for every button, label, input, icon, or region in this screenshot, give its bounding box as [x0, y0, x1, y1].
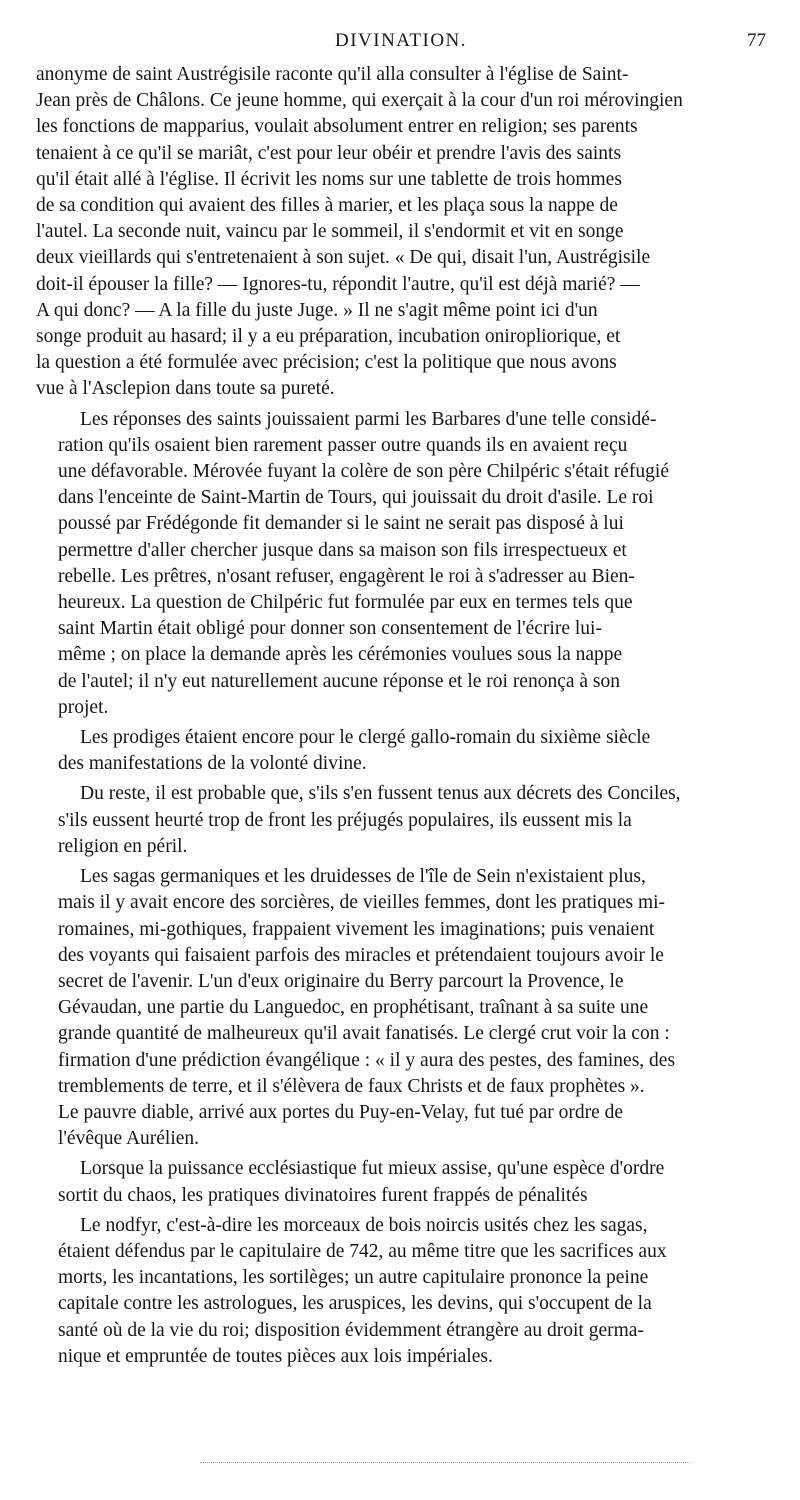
text-line: romaines, mi-gothiques, frappaient vivement les imaginations; puis venaient — [58, 918, 655, 940]
text-line: l'évêque Aurélien. — [58, 1128, 200, 1150]
text-line: Les prodiges étaient encore pour le clergé gallo-romain du sixième siècle — [80, 727, 651, 749]
text-line: des manifestations de la volonté divine. — [58, 753, 367, 775]
text-line: grande quantité de malheureux qu'il avait fanatisés. Le clergé crut voir la con : — [58, 1023, 670, 1045]
text-line: A qui donc? — A la fille du juste Juge. » Il ne s'agit même point ici d'un — [36, 299, 598, 321]
text-line: tremblements de terre, et il s'élèvera de faux Christs et de faux prophètes ». — [58, 1075, 645, 1097]
text-line: poussé par Frédégonde fit demander si le saint ne serait pas disposé à lui — [58, 513, 624, 535]
text-line: l'autel. La seconde nuit, vaincu par le sommeil, il s'endormit et vit en songe — [36, 221, 624, 243]
text-line: des voyants qui faisaient parfois des miracles et prétendaient toujours avoir le — [58, 944, 664, 966]
text-line: tenaient à ce qu'il se mariât, c'est pour leur obéir et prendre l'avis des saints — [36, 142, 622, 164]
text-line: saint Martin était obligé pour donner son consentement de l'écrire lui- — [58, 618, 602, 640]
text-line: de sa condition qui avaient des filles à marier, et les plaça sous la nappe de — [36, 195, 618, 217]
text-line: Du reste, il est probable que, s'ils s'en fussent tenus aux décrets des Conciles, — [80, 783, 681, 805]
text-line: Jean près de Châlons. Ce jeune homme, qui exerçait à la cour d'un roi mérovingien — [36, 90, 683, 112]
body-text — [36, 62, 766, 1374]
text-line: firmation d'une prédiction évangélique : « il y aura des pestes, des famines, des — [58, 1049, 676, 1071]
running-title: DIVINATION. — [334, 30, 468, 51]
paragraph — [36, 62, 766, 403]
text-line: sortit du chaos, les pratiques divinatoires furent frappés de pénalités — [58, 1184, 588, 1206]
text-line: religion en péril. — [58, 835, 188, 857]
page-number: 77 — [747, 30, 766, 51]
text-line: nique et empruntée de toutes pièces aux lois impériales. — [58, 1345, 493, 1367]
text-line: les fonctions de mapparius, voulait absolument entrer en religion; ses parents — [36, 116, 638, 138]
text-line: permettre d'aller chercher jusque dans sa maison son fils irrespectueux et — [58, 539, 627, 561]
text-line: ration qu'ils osaient bien rarement passer outre quands ils en avaient reçu — [58, 434, 628, 456]
text-line: heureux. La question de Chilpéric fut formulée par eux en termes tels que — [58, 592, 633, 614]
paragraph — [36, 407, 766, 721]
paragraph — [36, 1213, 766, 1370]
text-line: capitale contre les astrologues, les aruspices, les devins, qui s'occupent de la — [58, 1293, 652, 1315]
text-line: vue à l'Asclepion dans toute sa pureté. — [36, 378, 335, 400]
text-line: secret de l'avenir. L'un d'eux originaire du Berry parcourt la Provence, le — [58, 970, 624, 992]
text-line: songe produit au hasard; il y a eu préparation, incubation oniropliorique, et — [36, 326, 621, 348]
paragraph — [36, 864, 766, 1152]
paragraph — [36, 781, 766, 860]
text-line: Le nodfyr, c'est-à-dire les morceaux de bois noircis usités chez les sagas, — [80, 1214, 648, 1236]
text-line: étaient défendus par le capitulaire de 742, au même titre que les sacrifices aux — [58, 1240, 667, 1262]
text-line: doit-il épouser la fille? — Ignores-tu, répondit l'autre, qu'il est déjà marié? — — [36, 273, 640, 295]
text-line: Le pauvre diable, arrivé aux portes du Puy-en-Velay, fut tué par ordre de — [58, 1101, 624, 1123]
text-line: s'ils eussent heurté trop de front les préjugés populaires, ils eussent mis la — [58, 809, 632, 831]
text-line: santé où de la vie du roi; disposition évidemment étrangère au droit germa- — [58, 1319, 644, 1341]
text-line: Les réponses des saints jouissaient parmi les Barbares d'une telle considé- — [80, 408, 657, 430]
text-line: Lorsque la puissance ecclésiastique fut mieux assise, qu'une espèce d'ordre — [80, 1158, 665, 1180]
text-line: qu'il était allé à l'église. Il écrivit les noms sur une tablette de trois hommes — [36, 168, 622, 190]
paragraph — [36, 1156, 766, 1208]
text-line: mais il y avait encore des sorcières, de vieilles femmes, dont les pratiques mi- — [58, 892, 666, 914]
text-line: une défavorable. Mérovée fuyant la colère de son père Chilpéric s'était réfugié — [58, 461, 669, 483]
text-line: projet. — [58, 696, 109, 718]
text-line: la question a été formulée avec précision; c'est la politique que nous avons — [36, 352, 617, 374]
text-line: rebelle. Les prêtres, n'osant refuser, engagèrent le roi à s'adresser au Bien- — [58, 565, 635, 587]
text-line: deux vieillards qui s'entretenaient à son sujet. « De qui, disait l'un, Austrégisile — [36, 247, 651, 269]
paragraph — [36, 725, 766, 777]
text-line: Gévaudan, une partie du Languedoc, en prophétisant, traînant à sa suite une — [58, 997, 649, 1019]
text-line: morts, les incantations, les sortilèges; un autre capitulaire prononce la peine — [58, 1267, 649, 1289]
text-line: Les sagas germaniques et les druidesses de l'île de Sein n'existaient plus, — [80, 866, 646, 888]
text-line: même ; on place la demande après les cérémonies voulues sous la nappe — [58, 644, 623, 666]
running-head — [36, 30, 766, 60]
footer-dotted-rule — [200, 1462, 690, 1463]
text-line: de l'autel; il n'y eut naturellement aucune réponse et le roi renonça à son — [58, 670, 621, 692]
text-line: anonyme de saint Austrégisile raconte qu'il alla consulter à l'église de Saint- — [36, 64, 629, 85]
text-line: dans l'enceinte de Saint-Martin de Tours, qui jouissait du droit d'asile. Le roi — [58, 487, 654, 509]
